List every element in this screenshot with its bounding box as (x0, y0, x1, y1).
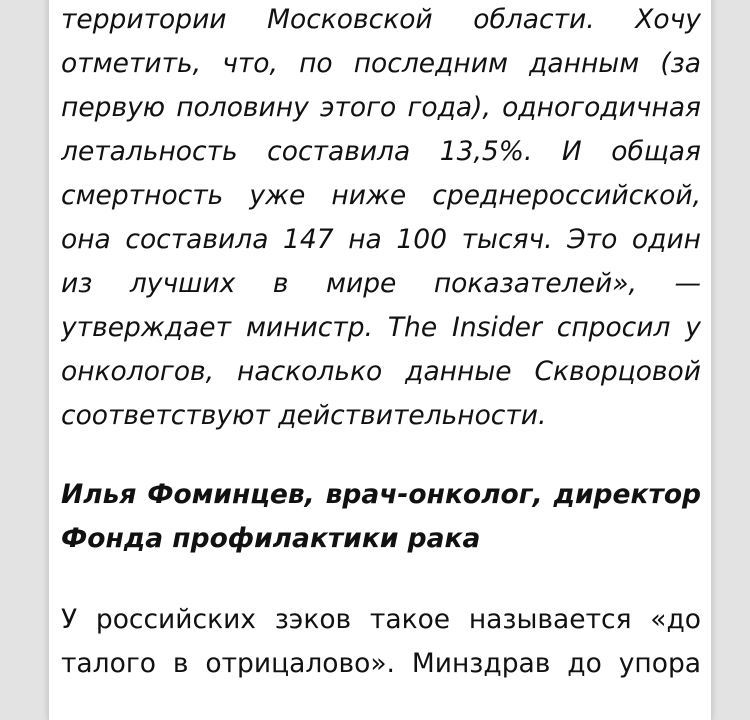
quote-line: утверждает министр. The Insider спросил у (61, 312, 701, 343)
quote-line: онкологов, насколько данные Скворцовой (61, 356, 701, 387)
quote-line: она составила 147 на 100 тысяч. Это один (61, 224, 701, 255)
quote-line: смертность уже ниже среднероссийской, (61, 180, 701, 211)
quote-line: территории Московской области. Хочу (61, 4, 701, 35)
quote-line: первую половину этого года), одногодичная (61, 92, 701, 123)
heading-line: Фонда профилактики рака (61, 523, 481, 554)
quote-paragraph (61, 0, 701, 438)
article-page (48, 0, 712, 720)
quote-line: из лучших в мире показателей», — (61, 268, 701, 299)
section-heading (61, 473, 701, 561)
quote-line: отметить, что, по последним данным (за (61, 48, 701, 79)
body-line: талого в отрицалово». Минздрав до упора (61, 648, 701, 679)
article-content (61, 0, 701, 686)
body-paragraph (61, 598, 701, 686)
quote-line: летальность составила 13,5%. И общая (61, 136, 701, 167)
heading-line: Илья Фоминцев, врач-онколог, директор (61, 479, 701, 510)
quote-line: соответствуют действительности. (61, 400, 547, 431)
body-line: У российских зэков такое называется «до (61, 604, 701, 635)
